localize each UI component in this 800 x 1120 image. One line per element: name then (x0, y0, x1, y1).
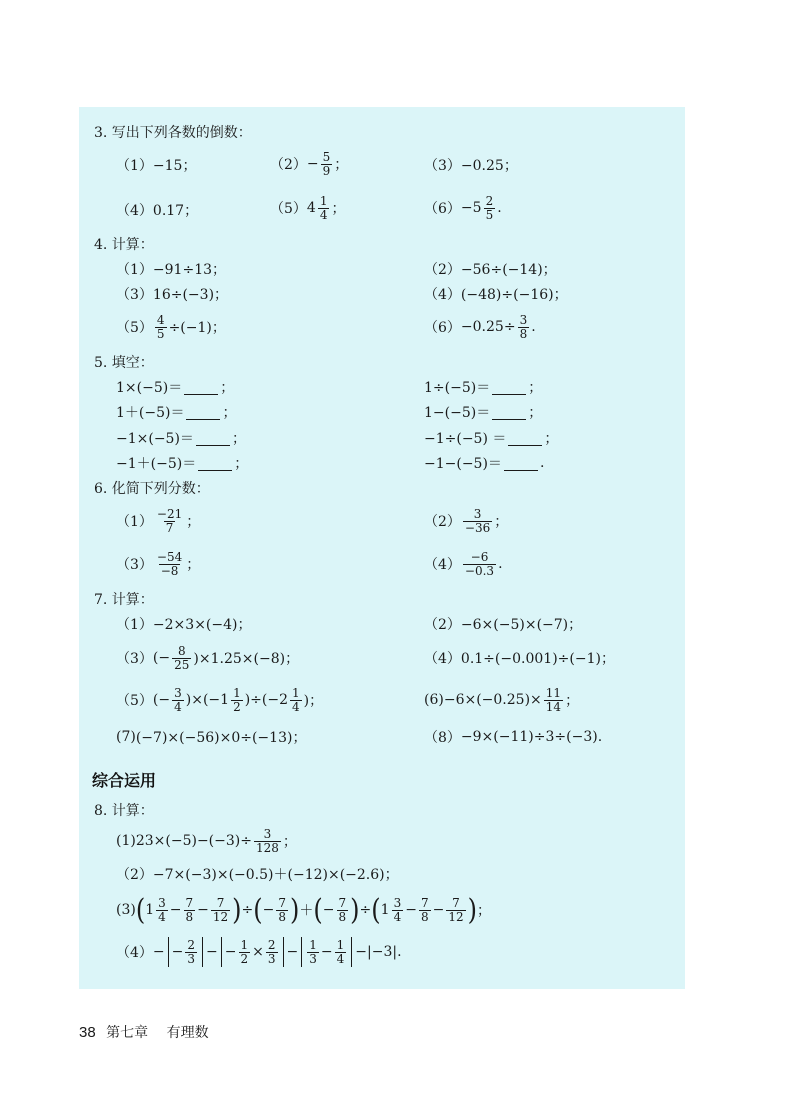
ex6-item-4 (424, 548, 503, 580)
item-expr: ÷(−1)； (168, 320, 226, 336)
punct: . (497, 200, 502, 216)
answer-blank[interactable] (184, 380, 218, 395)
punct: ； (528, 380, 543, 396)
punct: ； (186, 514, 201, 530)
item-label: (7) (116, 729, 136, 745)
punct: ； (544, 431, 559, 447)
ex5-row-2a (116, 402, 236, 422)
fraction (155, 508, 184, 535)
denominator: −0.3 (464, 563, 495, 578)
item-expr: (−7)×(−56)×0÷(−13)； (135, 730, 307, 746)
item-label: (3) (116, 902, 136, 918)
numerator: 3 (174, 685, 182, 700)
ex4-item-5 (116, 311, 226, 343)
ex5-row-1a (116, 377, 234, 397)
item-expr: −6×(−0.25)× (443, 692, 542, 708)
fraction (290, 687, 302, 714)
item-label: （1） (116, 514, 153, 530)
item-label: （5） (116, 693, 153, 709)
item-label: （4） (116, 203, 153, 219)
whole-part: −5 (460, 200, 482, 216)
denominator: 4 (319, 207, 328, 222)
denominator: 5 (485, 207, 494, 222)
ex8-item-1 (116, 825, 297, 857)
ex8-item-3: (3) ( 1 $\frac{3}{4}$ − $\frac{7}{8}$ − $\frac{7}{12}$ ) ÷ ( − $\frac{7}{8}$ ) ＋ ( − $\frac{7}{8}$ ) ÷ ( 1 $\frac{3}{4}$ − $\frac{7}{8}$ − $\frac{7}{12}$ ) ； (116, 893, 491, 927)
fraction (155, 314, 167, 341)
numerator: 1 (292, 685, 300, 700)
item-label: （2） (424, 262, 461, 278)
item-expr: 1−(−5)＝ (424, 405, 491, 421)
item-expr: 1÷(−5)＝ (424, 380, 491, 396)
item-expr: −56÷(−14)； (460, 262, 557, 278)
item-expr: −0.25； (460, 158, 518, 174)
item-expr: −6×(−5)×(−7)； (460, 617, 583, 633)
ex4-item-1 (116, 259, 226, 279)
punct: ； (565, 693, 580, 709)
item-label: （1） (116, 158, 153, 174)
ex6-item-2 (424, 505, 508, 537)
item-expr: −91÷13； (152, 262, 227, 278)
punct: ； (282, 834, 297, 850)
item-expr: 1＋(−5)＝ (116, 405, 185, 421)
item-expr: 1×(−5)＝ (116, 380, 183, 396)
item-expr: −7×(−3)×(−0.5)＋(−12)×(−2.6)； (152, 867, 399, 883)
page-footer (79, 1022, 209, 1042)
answer-blank[interactable] (186, 405, 220, 420)
numerator: 5 (322, 149, 331, 164)
numerator: 11 (545, 685, 562, 700)
ex5-row-1b (424, 377, 542, 397)
item-label: (1) (116, 833, 136, 849)
fraction (463, 508, 492, 535)
item-label: （3） (116, 651, 153, 667)
item-expr: (− (152, 650, 171, 666)
fraction (544, 687, 563, 714)
ex5-row-3b (424, 428, 558, 448)
numerator: 2 (485, 193, 494, 208)
ex3-item-5 (270, 192, 345, 224)
section-heading: 综合运用 (92, 771, 157, 790)
punct: ； (234, 456, 249, 472)
item-expr: (−48)÷(−16)； (460, 287, 568, 303)
punct: . (539, 455, 545, 471)
numerator: 1 (319, 193, 328, 208)
page-number: 38 (79, 1024, 96, 1041)
item-label: （2） (424, 617, 461, 633)
item-label: （4） (424, 651, 461, 667)
numerator: −21 (156, 506, 183, 521)
fraction (155, 551, 184, 578)
ex7-item-7 (116, 727, 306, 747)
exercise-4-title: 4. 计算： (94, 237, 154, 253)
item-label: （4） (116, 945, 153, 961)
ex8-item-4: （4） − − $\frac{2}{3}$ − − $\frac{1}{2}$ × $\frac{2}{3}$ − $\frac{1}{3}$ − $\frac{1}{4}$ −|−3|. (116, 937, 402, 966)
fraction (172, 687, 184, 714)
fraction (484, 195, 496, 222)
item-label: （3） (116, 557, 153, 573)
punct: ； (331, 201, 346, 217)
numerator: −6 (470, 549, 489, 564)
ex7-item-3 (116, 642, 299, 674)
fraction (172, 645, 191, 672)
numerator: 3 (263, 826, 272, 841)
ex3-item-4 (116, 200, 198, 220)
item-expr: )×1.25×(−8)； (193, 651, 300, 667)
numerator: 1 (233, 685, 241, 700)
exercise-5-title: 5. 填空： (94, 355, 154, 371)
item-label: （3） (424, 158, 461, 174)
item-label: （1） (116, 617, 153, 633)
item-expr: −1÷(−5) ＝ (424, 431, 507, 447)
numerator: −54 (156, 549, 183, 564)
fraction (254, 828, 281, 855)
ex7-item-6 (424, 684, 579, 716)
ex3-item-3 (424, 155, 518, 175)
fraction (463, 551, 496, 578)
punct: )； (303, 693, 324, 709)
item-expr: −9×(−11)÷3÷(−3). (460, 729, 603, 745)
item-label: （2） (424, 514, 461, 530)
item-label: （2） (270, 157, 307, 173)
chapter-label: 第七章 (106, 1025, 149, 1041)
fraction (518, 314, 530, 341)
numerator: 8 (177, 643, 186, 658)
item-expr: −2×3×(−4)； (152, 617, 252, 633)
punct: ； (494, 514, 509, 530)
punct: . (531, 319, 536, 335)
answer-blank[interactable] (196, 431, 230, 446)
denominator: 9 (322, 163, 331, 178)
item-label: （8） (424, 730, 461, 746)
punct: ； (528, 405, 543, 421)
ex4-item-3 (116, 284, 228, 304)
answer-blank[interactable] (504, 456, 538, 471)
ex4-item-6 (424, 311, 536, 343)
ex3-item-1 (116, 155, 196, 175)
item-expr: 0.1÷(−0.001)÷(−1)； (460, 651, 615, 667)
denominator: 4 (292, 699, 300, 714)
exercise-3-title: 3. 写出下列各数的倒数： (94, 125, 252, 141)
ex6-item-3 (116, 548, 200, 580)
item-label: （5） (116, 320, 153, 336)
ex7-item-2 (424, 614, 582, 634)
item-expr: 16÷(−3)； (152, 287, 229, 303)
numerator: 3 (519, 312, 528, 327)
ex3-item-2 (270, 148, 348, 180)
punct: ； (222, 405, 237, 421)
ex4-item-2 (424, 259, 557, 279)
denominator: −8 (160, 563, 179, 578)
item-label: （1） (116, 262, 153, 278)
exercise-8-title: 8. 计算： (94, 803, 154, 819)
item-expr: −1＋(−5)＝ (116, 456, 197, 472)
punct: ； (186, 557, 201, 573)
exercise-6-title: 6. 化简下列分数： (94, 481, 210, 497)
ex5-row-4b (424, 453, 544, 473)
ex4-item-4 (424, 284, 568, 304)
denominator: 8 (519, 326, 528, 341)
item-expr: −1×(−5)＝ (116, 431, 194, 447)
minus-sign: − (306, 156, 319, 172)
ex6-item-1 (116, 505, 200, 537)
punct: . (498, 556, 503, 572)
fraction (318, 195, 330, 222)
denominator: 5 (156, 326, 165, 341)
denominator: 14 (545, 699, 562, 714)
ex7-item-1 (116, 614, 252, 634)
denominator: 4 (174, 699, 182, 714)
fraction (231, 687, 243, 714)
ex5-row-4a (116, 453, 248, 473)
denominator: 25 (174, 657, 190, 672)
item-expr: (− (152, 692, 171, 708)
denominator: −36 (464, 520, 491, 535)
ex5-row-2b (424, 402, 542, 422)
ex7-item-8 (424, 727, 602, 747)
whole-part: 4 (306, 200, 316, 216)
ex3-item-6 (424, 192, 502, 224)
item-label: （6） (424, 320, 461, 336)
denominator: 2 (233, 699, 241, 714)
item-expr: −15； (152, 158, 197, 174)
item-label: （6） (424, 201, 461, 217)
item-expr: 0.17； (152, 203, 199, 219)
ex8-item-2 (116, 864, 399, 884)
item-label: （4） (424, 557, 461, 573)
item-label: （3） (116, 287, 153, 303)
punct: ； (334, 157, 349, 173)
ex7-item-5 (116, 683, 323, 717)
item-label: （4） (424, 287, 461, 303)
item-expr: 23×(−5)−(−3)÷ (135, 833, 252, 849)
answer-blank[interactable] (492, 405, 526, 420)
answer-blank[interactable] (492, 380, 526, 395)
denominator: 7 (165, 520, 174, 535)
chapter-title: 有理数 (166, 1025, 209, 1041)
exercise-7-title: 7. 计算： (94, 592, 154, 608)
answer-blank[interactable] (508, 431, 542, 446)
fraction (321, 151, 333, 178)
ex7-item-4 (424, 648, 615, 668)
item-label: （2） (116, 867, 153, 883)
item-expr: −1−(−5)＝ (424, 456, 502, 472)
answer-blank[interactable] (198, 456, 232, 471)
punct: ； (231, 431, 246, 447)
item-expr: )×(−1 (185, 692, 230, 708)
punct: ； (220, 380, 235, 396)
ex5-row-3a (116, 428, 246, 448)
item-expr: )÷(−2 (244, 692, 288, 708)
denominator: 128 (255, 840, 279, 855)
numerator: 4 (156, 312, 165, 327)
item-label: （5） (270, 201, 307, 217)
item-label: (6) (424, 692, 444, 708)
numerator: 3 (473, 506, 482, 521)
item-expr: −0.25÷ (460, 319, 516, 335)
